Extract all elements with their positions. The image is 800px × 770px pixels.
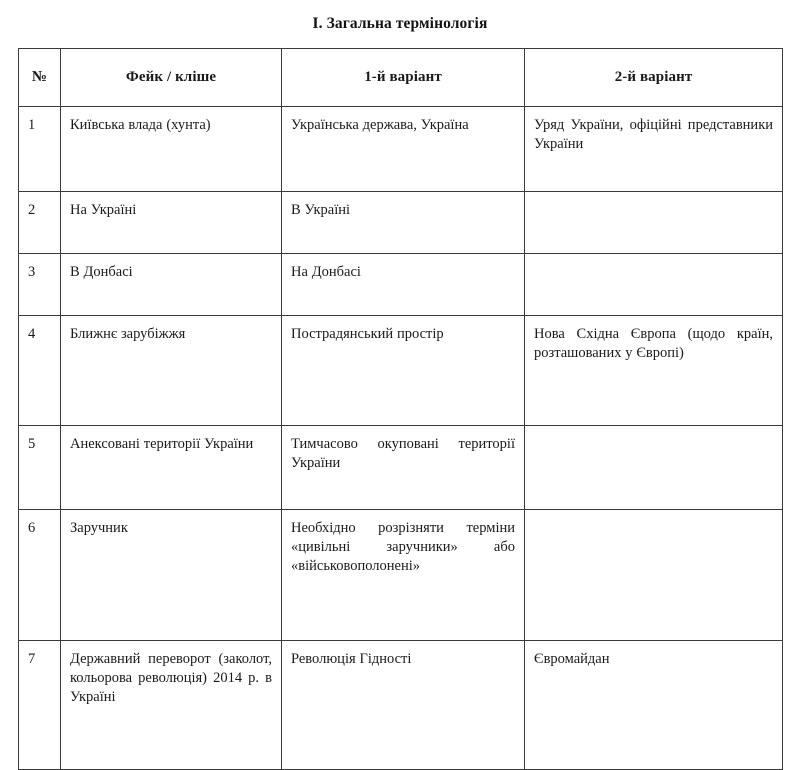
cell-variant1: Пострадянський простір [282, 316, 525, 426]
cell-fake: На Україні [61, 192, 282, 254]
row-number: 4 [19, 316, 61, 426]
cell-fake: Державний переворот (заколот, кольорова революція) 2014 р. в Україні [61, 641, 282, 770]
column-header-number: № [19, 49, 61, 107]
cell-variant2 [525, 254, 783, 316]
page-title: I. Загальна термінологія [312, 15, 488, 32]
terminology-table-container [18, 48, 782, 770]
table-body [19, 107, 783, 770]
row-number: 7 [19, 641, 61, 770]
table-row [19, 254, 783, 316]
row-number: 6 [19, 510, 61, 641]
cell-fake: Анексовані території України [61, 426, 282, 510]
cell-fake: Заручник [61, 510, 282, 641]
column-header-variant2: 2-й варіант [525, 49, 783, 107]
cell-variant2: Нова Східна Європа (щодо країн, розташованих у Європі) [525, 316, 783, 426]
terminology-table [18, 48, 783, 770]
cell-variant2 [525, 426, 783, 510]
cell-variant1: Тимчасово окуповані території України [282, 426, 525, 510]
table-row [19, 107, 783, 192]
table-header-row [19, 49, 783, 107]
cell-variant2: Уряд України, офіційні представники України [525, 107, 783, 192]
table-row [19, 426, 783, 510]
row-number: 1 [19, 107, 61, 192]
cell-variant2: Євромайдан [525, 641, 783, 770]
cell-variant1: На Донбасі [282, 254, 525, 316]
row-number: 3 [19, 254, 61, 316]
cell-fake: Ближнє зарубіжжя [61, 316, 282, 426]
cell-fake: В Донбасі [61, 254, 282, 316]
table-row [19, 316, 783, 426]
cell-variant2 [525, 192, 783, 254]
table-row [19, 641, 783, 770]
table-row [19, 192, 783, 254]
cell-variant1: Українська держава, Україна [282, 107, 525, 192]
column-header-variant1: 1-й варіант [282, 49, 525, 107]
row-number: 2 [19, 192, 61, 254]
table-row [19, 510, 783, 641]
cell-fake: Київська влада (хунта) [61, 107, 282, 192]
table-header [19, 49, 783, 107]
cell-variant1: Необхідно розрізняти терміни «цивільні заручники» або «військовополонені» [282, 510, 525, 641]
column-header-fake: Фейк / кліше [61, 49, 282, 107]
cell-variant1: В Україні [282, 192, 525, 254]
row-number: 5 [19, 426, 61, 510]
cell-variant1: Революція Гідності [282, 641, 525, 770]
cell-variant2 [525, 510, 783, 641]
